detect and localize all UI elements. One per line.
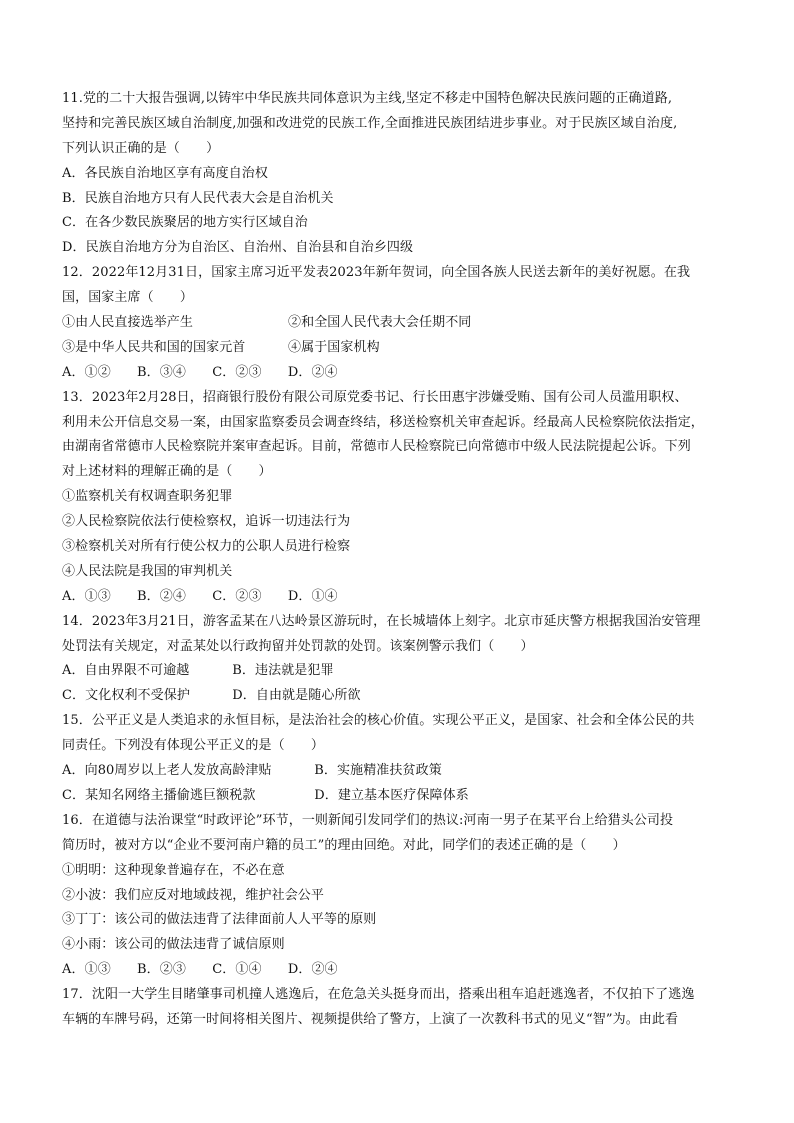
statement-item: ④小雨：该公司的做法违背了诚信原则 xyxy=(62,937,285,953)
question-14 xyxy=(62,610,742,710)
statement-item: ③是中华人民共和国的国家元首 xyxy=(62,339,246,355)
option-b: B．民族自治地方只有人民代表大会是自治机关 xyxy=(62,190,334,206)
exam-page xyxy=(62,87,742,1033)
option-b: B．③④ xyxy=(137,364,186,380)
question-stem-line: 15．公平正义是人类追求的永恒目标，是法治社会的核心价值。实现公平正义，是国家、社会和全体公民的共 xyxy=(62,713,695,729)
option-a: A．各民族自治地区享有高度自治权 xyxy=(62,165,268,181)
option-c: C．文化权利不受保护 xyxy=(62,688,190,704)
option-b: B．违法就是犯罪 xyxy=(232,663,334,679)
question-15 xyxy=(62,709,742,809)
option-c: C．①④ xyxy=(212,962,262,978)
statement-item: ①监察机关有权调查职务犯罪 xyxy=(62,489,233,505)
question-stem-line: 国，国家主席（ ） xyxy=(62,290,194,306)
statement-item: ④人民法院是我国的审判机关 xyxy=(62,563,233,579)
statement-item: ②小波：我们应反对地域歧视，维护社会公平 xyxy=(62,887,325,903)
options-row xyxy=(62,759,742,784)
option-d: D．建立基本医疗保障体系 xyxy=(314,787,469,803)
option-a: A．①③ xyxy=(62,962,111,978)
option-d: D．①④ xyxy=(287,588,338,604)
question-stem-line: 11.党的二十大报告强调,以铸牢中华民族共同体意识为主线,坚定不移走中国特色解决民族问题的正确道路, xyxy=(62,91,673,106)
option-b: B．②④ xyxy=(137,588,186,604)
option-a: A．①③ xyxy=(62,588,111,604)
statement-row xyxy=(62,336,742,361)
question-16 xyxy=(62,809,742,983)
option-a: A．自由界限不可逾越 xyxy=(62,663,190,679)
statement-item: ④属于国家机构 xyxy=(288,339,380,355)
option-c: C．②③ xyxy=(212,588,262,604)
question-11 xyxy=(62,87,742,261)
question-12 xyxy=(62,261,742,385)
question-stem-line: 对上述材料的理解正确的是（ ） xyxy=(62,464,272,480)
statement-item: ②和全国人民代表大会任期不同 xyxy=(288,315,472,331)
option-a: A．①② xyxy=(62,364,111,380)
statement-item: ②人民检察院依法行使检察权，追诉一切违法行为 xyxy=(62,514,351,530)
option-c: C．在各少数民族聚居的地方实行区域自治 xyxy=(62,215,308,231)
statement-item: ③丁丁：该公司的做法违背了法律面前人人平等的原则 xyxy=(62,912,377,928)
option-c: C．②③ xyxy=(212,364,262,380)
question-stem-line: 坚持和完善民族区域自治制度,加强和改进党的民族工作,全面推进民族团结进步事业。对于民族区域自治度, xyxy=(62,115,678,131)
options-row xyxy=(62,784,742,809)
option-b: B．实施精准扶贫政策 xyxy=(314,763,442,779)
options-row xyxy=(62,585,742,610)
question-stem-line: 处罚法有关规定，对孟某处以行政拘留并处罚款的处罚。该案例警示我们（ ） xyxy=(62,638,534,654)
option-d: D．自由就是随心所欲 xyxy=(232,688,361,704)
options-row xyxy=(62,361,742,386)
question-stem-line: 12．2022年12月31日，国家主席习近平发表2023年新年贺词，向全国各族人民送去新年的美好祝愿。在我 xyxy=(62,265,691,281)
question-stem-line: 14．2023年3月21日，游客孟某在八达岭景区游玩时，在长城墙体上刻字。北京市延庆警方根据我国治安管理 xyxy=(62,613,701,629)
option-a: A．向80周岁以上老人发放高龄津贴 xyxy=(62,763,272,779)
question-17 xyxy=(62,983,742,1033)
option-b: B．②③ xyxy=(137,962,186,978)
statement-row xyxy=(62,311,742,336)
statement-item: ①明明：这种现象普遍存在，不必在意 xyxy=(62,862,285,878)
options-row xyxy=(62,684,742,709)
question-stem-line: 车辆的车牌号码，还第一时间将相关图片、视频提供给了警方，上演了一次教科书式的见义“智”为。由此看 xyxy=(62,1011,679,1027)
question-13 xyxy=(62,386,742,610)
question-stem-line: 简历时，被对方以“企业不要河南户籍的员工”的理由回绝。对此，同学们的表述正确的是（ ） xyxy=(62,837,626,853)
option-d: D．②④ xyxy=(287,962,338,978)
question-stem-line: 16．在道德与法治课堂“时政评论”环节，一则新闻引发同学们的热议:河南一男子在某平台上给猎头公司投 xyxy=(62,812,674,828)
question-stem-line: 13．2023年2月28日，招商银行股份有限公司原党委书记、行长田惠宇涉嫌受贿、国有公司人员滥用职权、 xyxy=(62,389,688,405)
question-stem-line: 由湖南省常德市人民检察院并案审查起诉。目前，常德市人民检察院已向常德市中级人民法院提起公诉。下列 xyxy=(62,439,691,455)
option-d: D．民族自治地方分为自治区、自治州、自治县和自治乡四级 xyxy=(62,240,414,256)
statement-item: ①由人民直接选举产生 xyxy=(62,315,194,331)
options-row xyxy=(62,958,742,983)
question-stem-line: 17．沈阳一大学生目睹肇事司机撞人逃逸后，在危急关头挺身而出，搭乘出租车追赶逃逸者，不仅拍下了逃逸 xyxy=(62,987,695,1003)
question-stem-line: 下列认识正确的是（ ） xyxy=(62,140,220,156)
option-c: C．某知名网络主播偷逃巨额税款 xyxy=(62,787,256,803)
option-d: D．②④ xyxy=(287,364,338,380)
question-stem-line: 利用未公开信息交易一案，由国家监察委员会调查终结，移送检察机关审查起诉。经最高人民检察院依法指定， xyxy=(62,414,704,430)
options-row xyxy=(62,659,742,684)
statement-item: ③检察机关对所有行使公权力的公职人员进行检察 xyxy=(62,539,351,555)
question-stem-line: 同责任。下列没有体现公平正义的是（ ） xyxy=(62,738,325,754)
